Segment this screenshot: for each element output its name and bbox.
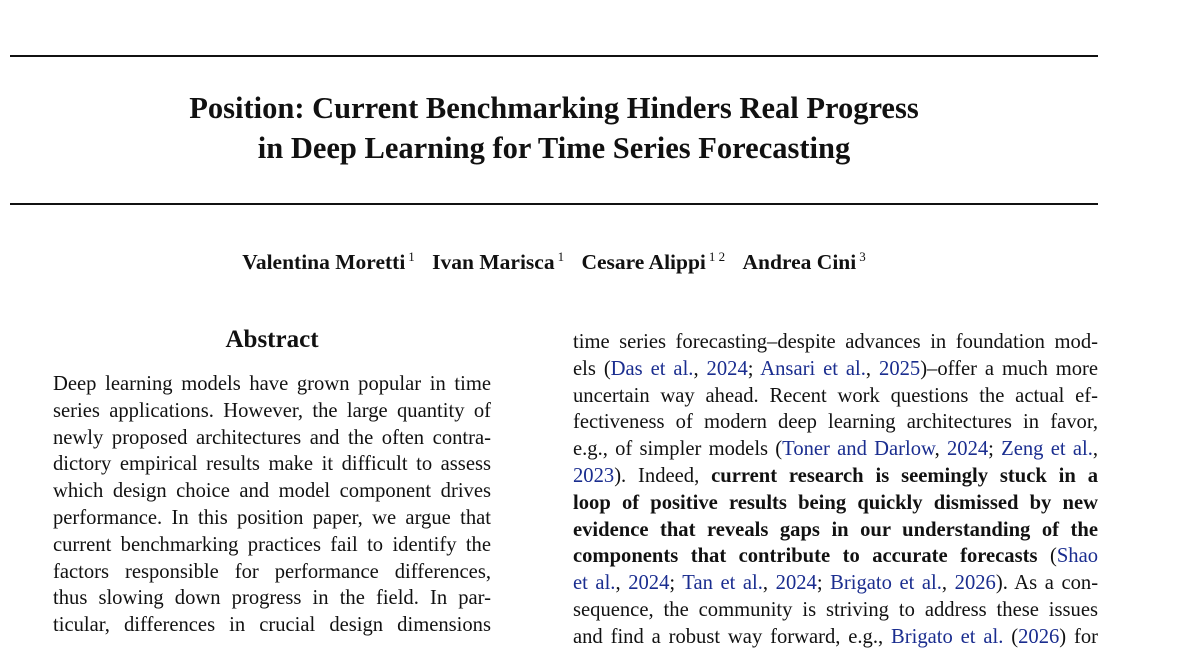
body-text: , [934, 438, 947, 461]
citation-link[interactable]: Tan et al. [682, 572, 763, 595]
body-text: ; [747, 357, 761, 380]
body-text: ; [816, 572, 831, 595]
author [743, 250, 866, 274]
body-text: ). Indeed, [614, 465, 712, 487]
citation-link[interactable]: Brigato et al. [830, 572, 942, 595]
body-text: , [693, 357, 707, 380]
body-line [573, 543, 1098, 570]
body-text: , [1092, 438, 1099, 461]
body-line [573, 624, 1098, 651]
body-text: )–offer a much more [920, 357, 1099, 380]
body-line [573, 356, 1098, 383]
citation-link[interactable]: Toner and Darlow [782, 438, 935, 461]
author-list [10, 249, 1098, 275]
abstract-line: series applications. However, the large quantity of [53, 399, 491, 422]
body-text: and find a robust way forward, e.g., [573, 625, 892, 648]
body-text: e.g., of simpler models ( [573, 438, 783, 461]
citation-link[interactable]: 2023 [573, 465, 615, 487]
emphasis-text: evidence that reveals gaps in our understanding of the [573, 518, 1098, 541]
abstract-line: dictory empirical results make it difficult to assess [53, 453, 491, 476]
citation-link[interactable]: 2024 [706, 357, 748, 380]
citation-link[interactable]: et al. [573, 572, 616, 595]
body-text: ( [1003, 625, 1019, 648]
body-line [573, 409, 1098, 436]
body-text: ). As a con- [995, 572, 1099, 595]
citation-link[interactable]: 2024 [775, 572, 817, 595]
author-affiliation: 1 [408, 249, 415, 264]
title-line-2: in Deep Learning for Time Series Forecasting [257, 131, 851, 165]
body-line [573, 436, 1098, 463]
author-name: Andrea Cini [742, 250, 857, 274]
abstract-line: which design choice and model component drives [53, 480, 491, 503]
abstract-heading: Abstract [225, 326, 319, 353]
body-text: time series forecasting–despite advances in foundation mod- [573, 331, 1098, 353]
body-text: ) for [1059, 625, 1099, 648]
author-name: Cesare Alippi [581, 250, 706, 274]
title-rule-bottom [10, 203, 1098, 205]
body-text: , [865, 357, 880, 380]
body-text: , [941, 572, 955, 595]
citation-link[interactable]: 2026 [954, 572, 996, 595]
abstract-line: ticular, differences in crucial design dimensions [53, 614, 491, 637]
body-line [573, 463, 1098, 490]
paper-title [10, 88, 1098, 168]
abstract-line: thus slowing down progress in the field. In par- [53, 587, 491, 610]
citation-link[interactable]: 2025 [879, 357, 921, 380]
citation-link[interactable]: 2026 [1018, 625, 1060, 648]
body-line [573, 329, 1098, 356]
citation-link[interactable]: Shao [1056, 545, 1098, 568]
author-name: Ivan Marisca [432, 250, 555, 274]
author-affiliation: 1 [557, 249, 565, 264]
body-line [573, 597, 1098, 624]
citation-link[interactable]: Ansari et al. [760, 357, 866, 380]
citation-link[interactable]: Zeng et al. [1001, 438, 1093, 461]
body-text: uncertain way ahead. Recent work questions the actual ef- [573, 384, 1098, 407]
body-text: ( [1037, 545, 1057, 568]
abstract-line: newly proposed architectures and the often contra- [53, 426, 491, 449]
title-rule-top [10, 55, 1098, 57]
citation-link[interactable]: 2024 [946, 438, 989, 461]
body-line [573, 570, 1098, 597]
body-line [573, 517, 1098, 544]
author-affiliation: 3 [859, 249, 866, 264]
citation-link[interactable]: 2024 [628, 572, 670, 595]
body-text: els ( [573, 357, 611, 380]
citation-link[interactable]: Das et al. [610, 357, 694, 380]
abstract-line: performance. In this position paper, we argue that [53, 507, 491, 529]
citation-link[interactable]: Brigato et al. [891, 625, 1004, 648]
emphasis-text: components that contribute to accurate forecasts [573, 545, 1038, 568]
abstract-line: Deep learning models have grown popular in time [53, 373, 491, 395]
body-text: sequence, the community is striving to address these issues [573, 599, 1098, 621]
emphasis-text: loop of positive results being quickly dismissed by new [573, 491, 1098, 514]
body-line [573, 383, 1098, 410]
abstract-line: factors responsible for performance differences, [53, 560, 491, 583]
author-affiliation: 1 2 [708, 249, 726, 264]
body-text: ; [988, 438, 1002, 461]
body-text: , [615, 572, 629, 595]
author [242, 250, 415, 274]
body-text: ; [669, 572, 683, 595]
body-line [573, 490, 1098, 517]
author [581, 250, 725, 274]
author [432, 250, 564, 274]
body-text: , [762, 572, 776, 595]
title-line-1: Position: Current Benchmarking Hinders Real Progress [189, 91, 919, 125]
emphasis-text: current research is seemingly stuck in a [711, 465, 1098, 487]
abstract-line: current benchmarking practices fail to identify the [53, 533, 491, 556]
body-text: fectiveness of modern deep learning architectures in favor, [573, 411, 1098, 434]
author-name: Valentina Moretti [242, 250, 406, 274]
